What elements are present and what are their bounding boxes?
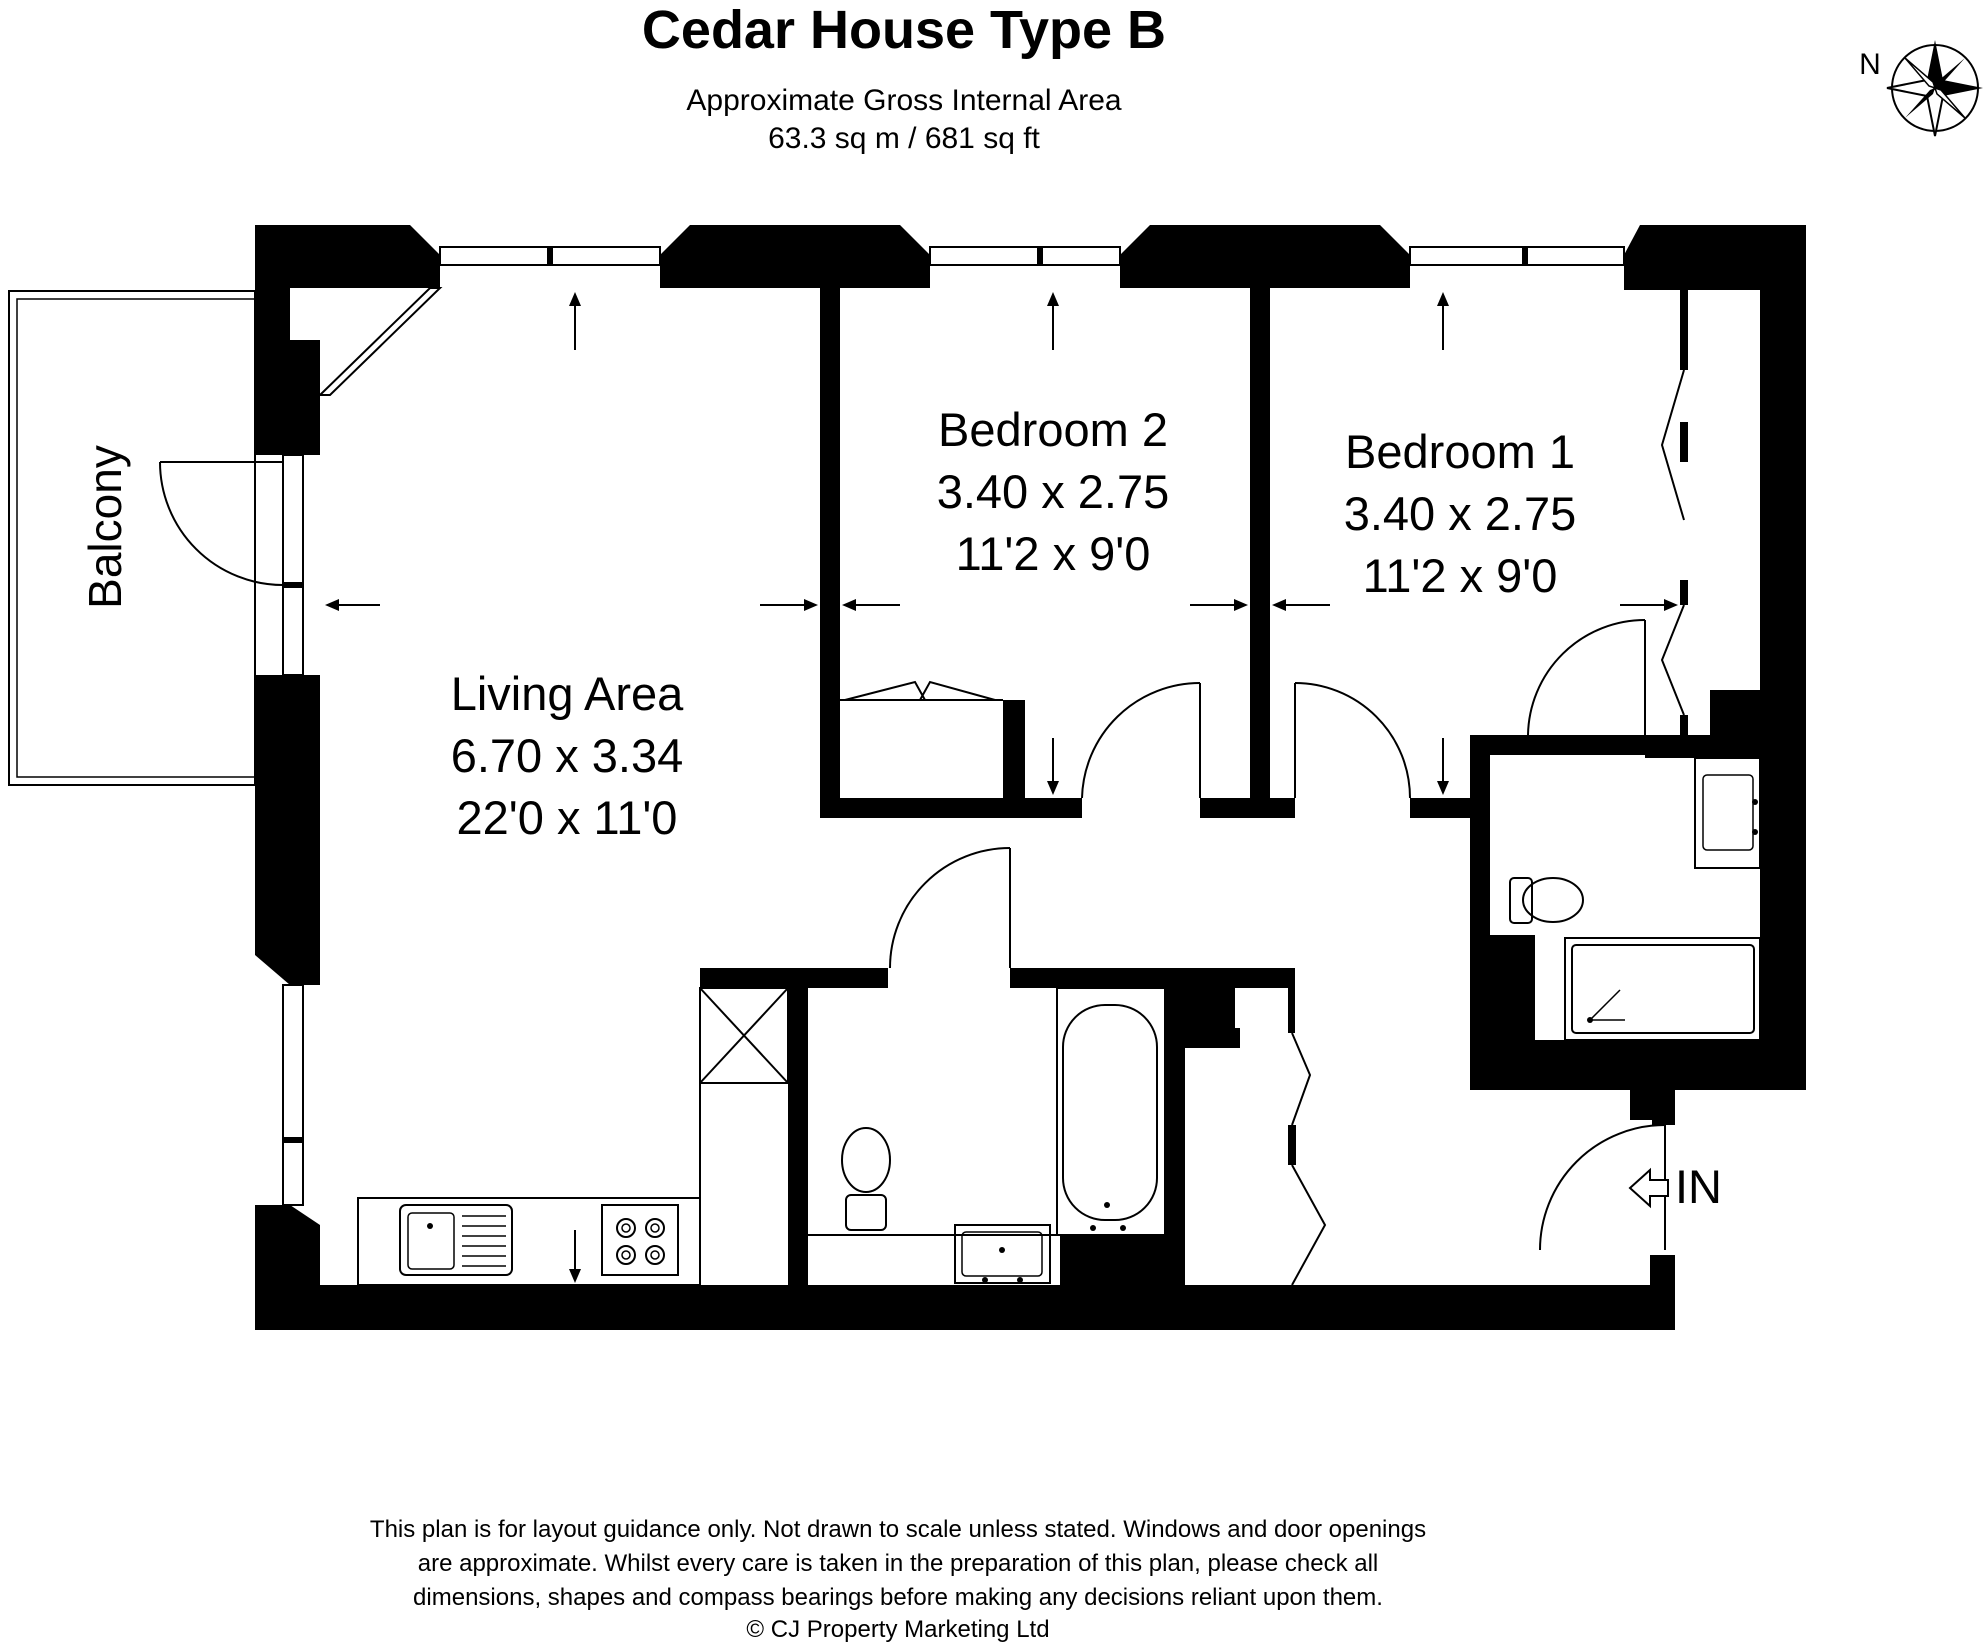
arrow-icon — [1664, 599, 1678, 611]
copyright: © CJ Property Marketing Ltd — [746, 1616, 1050, 1643]
hob-icon — [602, 1205, 678, 1275]
wardrobe-bifold-door — [920, 682, 995, 700]
ensuite-basin-icon — [1703, 775, 1753, 850]
wall-cupboard-jamb — [1288, 968, 1295, 1033]
toilet-icon — [842, 1128, 890, 1192]
window-balcony-door — [283, 455, 303, 675]
kitchen-worktop — [358, 1198, 700, 1285]
area-label: Approximate Gross Internal Area — [686, 84, 1122, 117]
balcony-label: Balcony — [79, 445, 131, 609]
bath-surround — [1057, 988, 1165, 1235]
arrow-icon — [1047, 781, 1059, 795]
basin-icon — [962, 1232, 1042, 1276]
arrow-icon — [325, 599, 339, 611]
bedroom1-name: Bedroom 1 — [1345, 425, 1575, 478]
wardrobe-divider — [1680, 715, 1688, 740]
wardrobe-divider — [1680, 580, 1688, 605]
wall-bathroom-pier — [1185, 968, 1235, 1028]
arrow-icon — [804, 599, 818, 611]
interior-walls — [700, 288, 1760, 1285]
disclaimer-line-3: dimensions, shapes and compass bearings before making any decisions reliant upon them. — [413, 1584, 1383, 1611]
shower-waste-line — [1590, 990, 1620, 1020]
balcony-outline — [9, 291, 255, 785]
wall-ensuite-bottom — [1490, 1040, 1760, 1065]
bedroom2-imperial: 11'2 x 9'0 — [955, 527, 1151, 580]
bedroom2-door-swing — [1082, 683, 1200, 798]
wall-entrance-jamb — [1650, 1255, 1675, 1330]
tap-icon — [427, 1223, 433, 1229]
wall-left-middle — [255, 675, 320, 985]
hob-ring-icon — [617, 1246, 635, 1264]
arrow-icon — [1234, 599, 1248, 611]
wall-top-middle-right — [1120, 225, 1410, 288]
wall-entrance-top-jamb — [1652, 1090, 1675, 1125]
ensuite-toilet-cistern — [1510, 878, 1532, 923]
cupboard-bifold-door — [1292, 1033, 1310, 1125]
bay-window-splay — [320, 288, 440, 395]
entrance-label: IN — [1675, 1160, 1722, 1213]
living-area-name: Living Area — [450, 667, 684, 720]
wardrobe-bedroom2 — [840, 682, 1003, 700]
ensuite-fixtures — [1510, 758, 1760, 1040]
wall-bedroom1-bottom-left — [1250, 798, 1295, 818]
window-living-left — [283, 985, 303, 1205]
compass-north-label: N — [1859, 48, 1881, 81]
bedroom1-door-swing — [1295, 683, 1410, 798]
arrow-icon — [569, 292, 581, 306]
cupboard-bifold-door — [1292, 1165, 1325, 1285]
wall-ensuite-bath-side — [1510, 935, 1535, 1050]
basin-tap-icon — [999, 1247, 1005, 1253]
windows — [283, 247, 1624, 1205]
wall-bathroom-left — [788, 988, 808, 1285]
wall-hall-cupboard-top — [1185, 1028, 1240, 1048]
bedroom1-metric: 3.40 x 2.75 — [1343, 487, 1577, 540]
wall-ensuite-top — [1470, 735, 1645, 755]
arrow-icon — [842, 599, 856, 611]
arrow-icon — [569, 1269, 581, 1283]
bathroom-door-swing — [890, 848, 1010, 968]
wall-top-middle-left — [660, 225, 930, 288]
living-area-metric: 6.70 x 3.34 — [450, 729, 684, 782]
wall-bathroom-corner — [1060, 1235, 1165, 1285]
bath-icon — [1063, 1005, 1157, 1220]
wardrobe-bedroom1 — [1662, 290, 1688, 740]
cupboard-divider — [1288, 1125, 1296, 1165]
wall-bathroom-top-left — [700, 968, 888, 988]
wall-bedroom2-bottom-left — [820, 798, 1082, 818]
disclaimer-line-2: are approximate. Whilst every care is taken in the preparation of this plan, please check all — [417, 1550, 1379, 1577]
balcony-door-swing — [160, 462, 283, 585]
compass-rose — [1887, 40, 1983, 136]
bath-tap-icon — [1104, 1202, 1110, 1208]
wall-wardrobe-b2 — [1003, 700, 1025, 818]
arrow-icon — [1272, 599, 1286, 611]
wall-bathroom-right — [1165, 968, 1185, 1285]
window-bedroom1 — [1410, 247, 1624, 265]
arrow-icon — [1437, 292, 1449, 306]
wardrobe-divider — [1680, 290, 1688, 370]
wardrobe-bifold-door — [1662, 605, 1684, 715]
wall-bedroom2-left — [820, 288, 840, 818]
toilet-cistern — [846, 1195, 886, 1230]
page-title: Cedar House Type B — [641, 0, 1167, 60]
wall-between-bedrooms — [1250, 288, 1270, 818]
wall-ensuite-pier — [1710, 690, 1760, 758]
hob-ring-icon — [646, 1246, 664, 1264]
wall-right — [1760, 225, 1806, 1090]
hob-ring-icon — [617, 1219, 635, 1237]
bedroom1-imperial: 11'2 x 9'0 — [1362, 549, 1558, 602]
area-value: 63.3 sq m / 681 sq ft — [768, 122, 1040, 155]
arrow-icon — [1437, 781, 1449, 795]
disclaimer-line-1: This plan is for layout guidance only. Not drawn to scale unless stated. Windows and door openings — [369, 1516, 1427, 1543]
wardrobe-divider — [1680, 422, 1688, 462]
wall-bedroom1-bottom-right — [1410, 798, 1470, 818]
balcony-inner-outline — [17, 299, 255, 777]
bedroom2-name: Bedroom 2 — [938, 403, 1168, 456]
hall-cupboard — [1288, 1033, 1325, 1285]
wall-bathroom-top-right — [1010, 968, 1295, 988]
bathroom-basin-unit — [955, 1225, 1050, 1283]
ensuite-door-swing — [1528, 620, 1645, 735]
shower-tray-surround — [1565, 938, 1760, 1040]
drainer-lines — [462, 1216, 506, 1266]
arrow-icon — [1047, 292, 1059, 306]
wardrobe-bifold-door — [845, 682, 925, 700]
entrance-arrow-icon — [1630, 1170, 1668, 1206]
window-bedroom2 — [930, 247, 1120, 265]
hob-ring-icon — [646, 1219, 664, 1237]
wall-bottom — [255, 1285, 1675, 1330]
bedroom2-metric: 3.40 x 2.75 — [936, 465, 1170, 518]
sink-bowl — [408, 1213, 454, 1269]
living-area-imperial: 22'0 x 11'0 — [456, 791, 678, 844]
